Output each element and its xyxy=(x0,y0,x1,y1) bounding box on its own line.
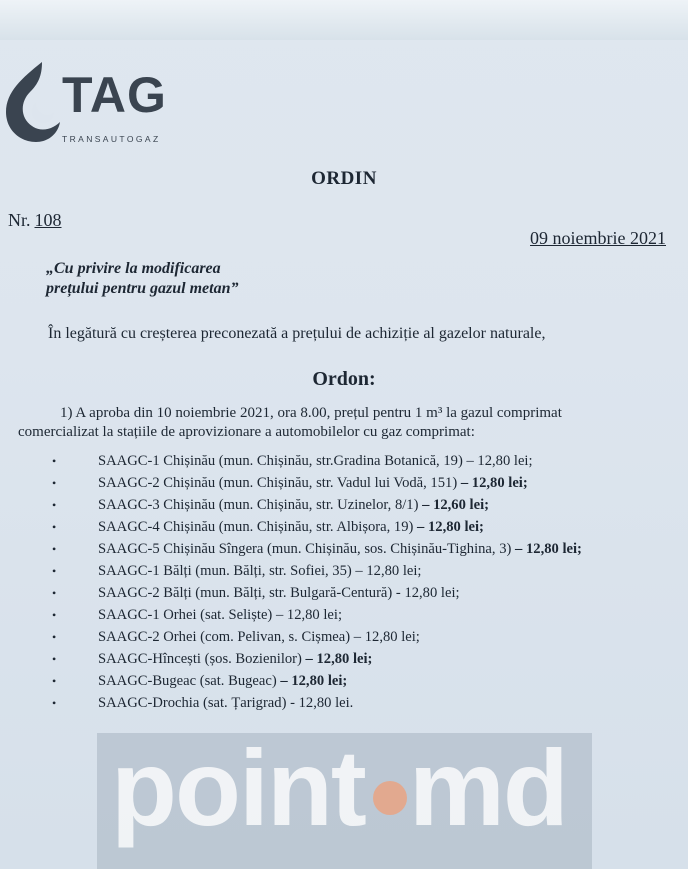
list-item xyxy=(52,670,582,692)
station-price: – 12,80 lei; xyxy=(511,541,582,557)
list-item xyxy=(52,626,582,648)
list-item xyxy=(52,692,582,714)
station-price: – 12,80 lei; xyxy=(272,607,343,623)
station-price: – 12,60 lei; xyxy=(418,497,489,513)
station-price: - 12,80 lei. xyxy=(286,695,354,711)
bullet-icon: • xyxy=(52,652,57,666)
list-item xyxy=(52,494,582,516)
list-item xyxy=(52,516,582,538)
order-subject xyxy=(46,259,239,299)
bullet-icon: • xyxy=(52,520,57,534)
company-logo xyxy=(2,58,202,148)
station-price: – 12,80 lei; xyxy=(301,651,373,667)
station-price-list xyxy=(52,450,582,714)
ordon-heading: Ordon: xyxy=(312,368,376,390)
station-name: SAAGC-3 Chișinău (mun. Chișinău, str. Uzinelor, 8/1) xyxy=(98,497,419,513)
station-price: – 12,80 lei; xyxy=(457,475,528,491)
station-name: SAAGC-1 Orhei (sat. Seliște) xyxy=(98,607,273,623)
list-item xyxy=(52,560,582,582)
bullet-icon: • xyxy=(52,498,57,512)
list-item xyxy=(52,472,582,494)
page-top-edge xyxy=(0,0,688,40)
list-item xyxy=(52,604,582,626)
subject-line-2: prețului pentru gazul metan” xyxy=(46,280,239,297)
logo-subtitle: TRANSAUTOGAZ xyxy=(62,134,161,144)
paragraph-1-line-1: 1) A aproba din 10 noiembrie 2021, ora 8.00, prețul pentru 1 m³ la gazul comprimat xyxy=(60,405,562,421)
paragraph-1-line-2: comercializat la stațiile de aprovizionare a automobilelor cu gaz comprimat: xyxy=(18,424,475,440)
station-name: SAAGC-5 Chișinău Sîngera (mun. Chișinău, sos. Chișinău-Tighina, 3) xyxy=(98,541,512,557)
station-name: SAAGC-1 Bălți (mun. Bălți, str. Sofiei, 35) xyxy=(98,563,352,579)
station-name: SAAGC-1 Chișinău (mun. Chișinău, str.Gradina Botanică, 19) xyxy=(98,453,463,469)
station-price: – 12,80 lei; xyxy=(462,453,533,469)
list-item xyxy=(52,648,582,670)
station-name: SAAGC-Drochia (sat. Țarigrad) xyxy=(98,695,287,711)
station-name: SAAGC-2 Bălți (mun. Bălți, str. Bulgară-Centură) xyxy=(98,585,393,601)
station-name: SAAGC-2 Orhei (com. Pelivan, s. Cișmea) xyxy=(98,629,351,645)
order-number-value: 108 xyxy=(34,210,62,230)
bullet-icon: • xyxy=(52,542,57,556)
watermark-dot-icon xyxy=(373,781,407,815)
bullet-icon: • xyxy=(52,630,57,644)
station-name: SAAGC-Hîncești (șos. Bozienilor) xyxy=(98,651,302,667)
station-price: – 12,80 lei; xyxy=(413,519,484,535)
paragraph-1 xyxy=(18,404,668,442)
order-date: 09 noiembrie 2021 xyxy=(530,228,666,248)
bullet-icon: • xyxy=(52,674,57,688)
document-title: ORDIN xyxy=(311,168,377,189)
watermark-right: md xyxy=(408,727,567,848)
bullet-icon: • xyxy=(52,608,57,622)
order-number-label: Nr. xyxy=(8,210,31,230)
order-intro: În legătură cu creșterea preconezată a prețului de achiziție al gazelor naturale, xyxy=(48,325,546,342)
station-price: – 12,80 lei; xyxy=(350,629,420,645)
list-item xyxy=(52,450,582,472)
station-name: SAAGC-4 Chișinău (mun. Chișinău, str. Albișora, 19) xyxy=(98,519,414,535)
point-md-watermark xyxy=(97,727,592,869)
bullet-icon: • xyxy=(52,586,57,600)
watermark-left: point xyxy=(111,727,365,848)
station-price: – 12,80 lei; xyxy=(351,563,422,579)
station-name: SAAGC-2 Chișinău (mun. Chișinău, str. Vadul lui Vodă, 151) xyxy=(98,475,458,491)
list-item xyxy=(52,538,582,560)
station-price: - 12,80 lei; xyxy=(392,585,460,601)
bullet-icon: • xyxy=(52,564,57,578)
bullet-icon: • xyxy=(52,454,57,468)
list-item xyxy=(52,582,582,604)
bullet-icon: • xyxy=(52,476,57,490)
gas-drop-icon xyxy=(2,58,62,148)
bullet-icon: • xyxy=(52,696,57,710)
station-name: SAAGC-Bugeac (sat. Bugeac) xyxy=(98,673,277,689)
subject-line-1: „Cu privire la modificarea xyxy=(46,260,221,277)
watermark-text xyxy=(111,725,567,850)
order-number xyxy=(8,210,62,231)
station-price: – 12,80 lei; xyxy=(276,673,348,689)
logo-wordmark: TAG xyxy=(62,67,167,123)
